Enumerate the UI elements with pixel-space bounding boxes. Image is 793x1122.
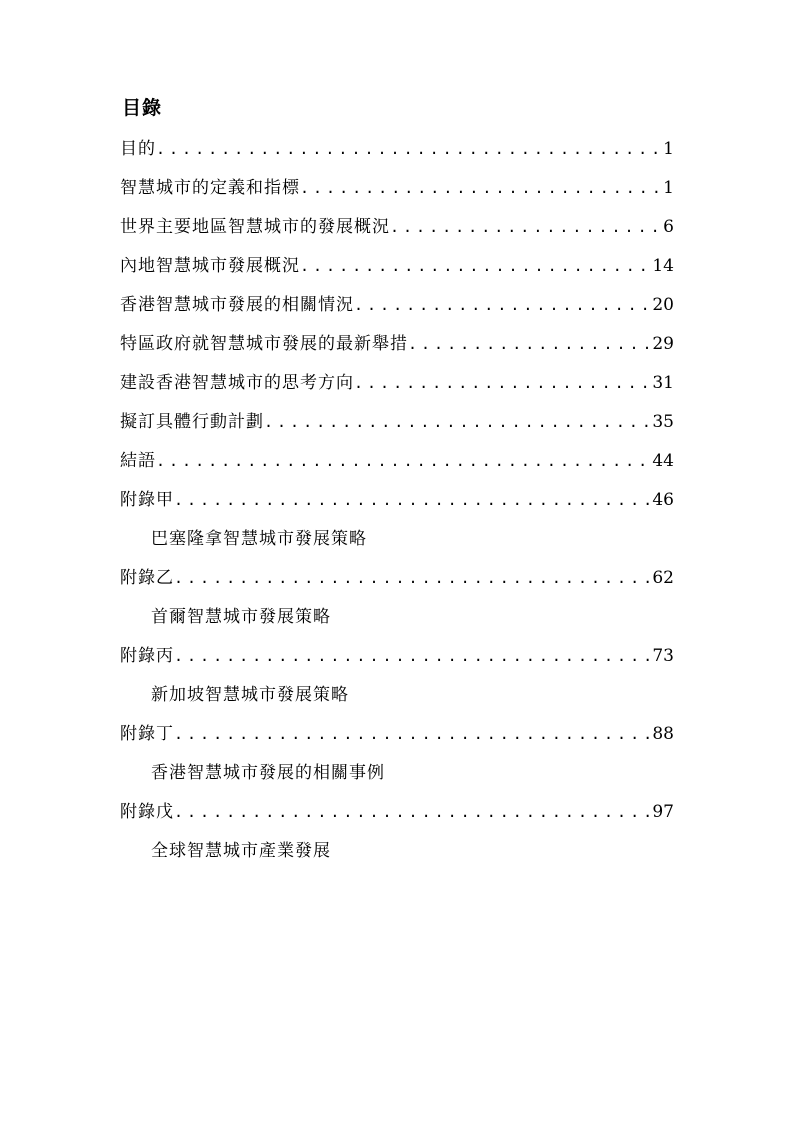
toc-leader-dots [408,329,650,359]
toc-entry-page: 1 [663,178,674,198]
toc-entry-label: 附錄甲 [120,490,174,510]
toc-entry[interactable] [120,446,674,485]
toc-entry-label: 建設香港智慧城市的思考方向 [120,373,354,393]
toc-entry-page: 88 [652,724,674,744]
toc-entry-page: 46 [652,490,674,510]
toc-entry-page: 31 [652,373,674,393]
toc-entry[interactable] [120,212,674,251]
toc-leader-dots [156,134,661,164]
toc-entry-appendix-c[interactable] [120,641,674,680]
toc-entry-page: 14 [652,256,674,276]
toc-entry-label: 擬訂具體行動計劃 [120,412,264,432]
toc-entry-label: 內地智慧城市發展概況 [120,256,300,276]
toc-entry[interactable] [120,173,674,212]
toc-entry-label: 智慧城市的定義和指標 [120,178,300,198]
toc-entry-label: 香港智慧城市發展的相關情況 [120,295,354,315]
toc-entry-label: 目的 [120,139,156,159]
toc-entry-page: 6 [663,217,674,237]
toc-leader-dots [300,173,661,203]
toc-leader-dots [390,212,661,242]
toc-entry-label: 特區政府就智慧城市發展的最新舉措 [120,334,408,354]
toc-entry-label: 附錄戊 [120,802,174,822]
toc-entry-page: 35 [652,412,674,432]
toc-entry-page: 73 [652,646,674,666]
toc-entry-page: 97 [652,802,674,822]
toc-list [120,134,674,875]
toc-leader-dots [174,563,650,593]
toc-entry-label: 世界主要地區智慧城市的發展概況 [120,217,390,237]
toc-leader-dots [174,641,650,671]
toc-entry[interactable] [120,407,674,446]
toc-entry-page: 1 [663,139,674,159]
toc-leader-dots [264,407,650,437]
toc-entry-subtitle: 全球智慧城市產業發展 [151,841,331,861]
toc-entry-appendix-b[interactable] [120,563,674,602]
toc-entry-label: 附錄乙 [120,568,174,588]
toc-leader-dots [354,368,650,398]
toc-entry-label: 附錄丙 [120,646,174,666]
toc-leader-dots [174,797,650,827]
toc-entry-subtitle: 香港智慧城市發展的相關事例 [151,763,385,783]
toc-entry-subtitle: 新加坡智慧城市發展策略 [151,685,349,705]
toc-leader-dots [174,485,650,515]
toc-entry[interactable] [120,251,674,290]
toc-entry-page: 62 [652,568,674,588]
toc-entry-label: 附錄丁 [120,724,174,744]
toc-entry[interactable] [120,290,674,329]
toc-entry[interactable] [120,368,674,407]
toc-entry-appendix-d[interactable] [120,719,674,758]
toc-leader-dots [354,290,650,320]
toc-leader-dots [174,719,650,749]
toc-entry-appendix-e[interactable] [120,797,674,836]
toc-entry-appendix-a[interactable] [120,485,674,524]
toc-entry[interactable] [120,329,674,368]
toc-entry-page: 44 [652,451,674,471]
toc-entry-subtitle: 首爾智慧城市發展策略 [151,607,331,627]
toc-heading: 目錄 [122,97,163,119]
toc-entry-page: 29 [652,334,674,354]
toc-leader-dots [300,251,650,281]
toc-entry-subtitle: 巴塞隆拿智慧城市發展策略 [151,529,367,549]
toc-entry[interactable] [120,134,674,173]
toc-entry-label: 結語 [120,451,156,471]
toc-entry-page: 20 [652,295,674,315]
toc-leader-dots [156,446,650,476]
